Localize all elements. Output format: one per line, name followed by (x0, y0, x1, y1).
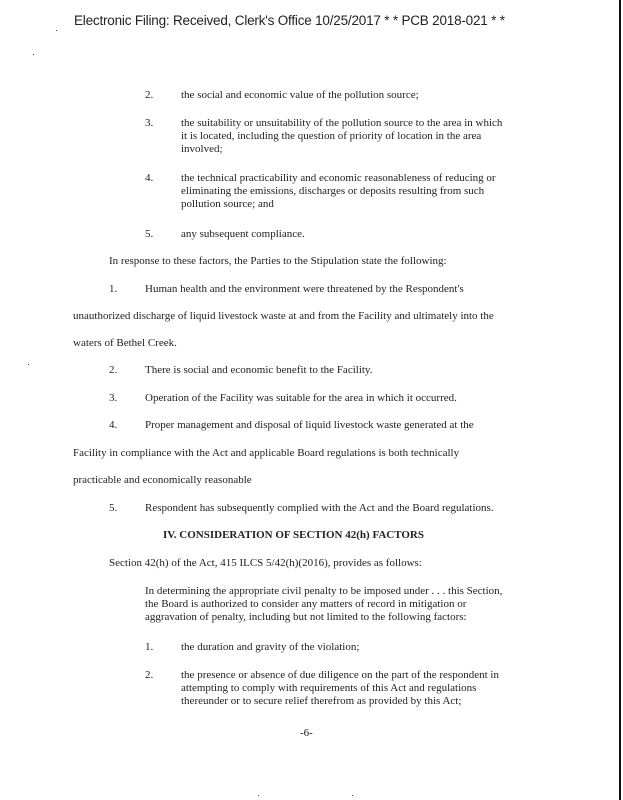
page-number: -6- (300, 727, 313, 739)
list-item-number: 1. (109, 283, 118, 295)
list-item-text: the social and economic value of the pollution source; (181, 89, 419, 101)
filing-stamp: Electronic Filing: Received, Clerk's Office 10/25/2017 * * PCB 2018-021 * * (74, 13, 505, 28)
list-item-text: the suitability or unsuitability of the pollution source to the area in which it is located, including the question of priority of location in the area involved; (181, 117, 503, 155)
list-item-text: any subsequent compliance. (181, 228, 305, 240)
response-intro: In response to these factors, the Parties to the Stipulation state the following: (109, 255, 447, 267)
list-item-number: 1. (145, 641, 154, 653)
list-item-number: 5. (109, 502, 118, 514)
list-item-text-continued: practicable and economically reasonable (73, 474, 252, 486)
list-item-number: 4. (109, 419, 118, 431)
scan-speck (28, 364, 29, 365)
list-item-number: 4. (145, 172, 154, 184)
section-heading: IV. CONSIDERATION OF SECTION 42(h) FACTORS (163, 529, 424, 541)
list-item-text-continued: Facility in compliance with the Act and applicable Board regulations is both technically (73, 447, 460, 459)
list-item-number: 3. (109, 392, 118, 404)
list-item-number: 5. (145, 228, 154, 240)
list-item-text: the technical practicability and economic reasonableness of reducing or eliminating the emissions, discharges or deposits resulting from such pollution source; and (181, 172, 496, 210)
list-item-text: Respondent has subsequently complied with the Act and the Board regulations. (145, 502, 494, 514)
list-item-text: the duration and gravity of the violation; (181, 641, 360, 653)
list-item-number: 2. (145, 89, 154, 101)
scan-speck (56, 30, 57, 31)
list-item-text: Human health and the environment were threatened by the Respondent's (145, 283, 464, 295)
scan-speck (33, 54, 34, 55)
block-quote: In determining the appropriate civil penalty to be imposed under . . . this Section, the Board is authorized to consider any matters of record in mitigation or aggravation of penalty, including but not limited to the following factors: (145, 585, 503, 623)
list-item-text: Operation of the Facility was suitable for the area in which it occurred. (145, 392, 457, 404)
list-item-text: There is social and economic benefit to the Facility. (145, 364, 373, 376)
scan-speck (258, 795, 259, 796)
scan-speck (352, 795, 353, 796)
list-item-number: 2. (109, 364, 118, 376)
list-item-text-continued: waters of Bethel Creek. (73, 337, 177, 349)
list-item-number: 2. (145, 669, 154, 681)
list-item-text-continued: unauthorized discharge of liquid livestock waste at and from the Facility and ultimately into the (73, 310, 494, 322)
list-item-text: Proper management and disposal of liquid livestock waste generated at the (145, 419, 474, 431)
section-intro: Section 42(h) of the Act, 415 ILCS 5/42(h)(2016), provides as follows: (109, 557, 422, 569)
list-item-text: the presence or absence of due diligence on the part of the respondent in attempting to comply with requirements of this Act and regulations thereunder or to secure relief therefrom as provided by this Act; (181, 669, 499, 707)
list-item-number: 3. (145, 117, 154, 129)
